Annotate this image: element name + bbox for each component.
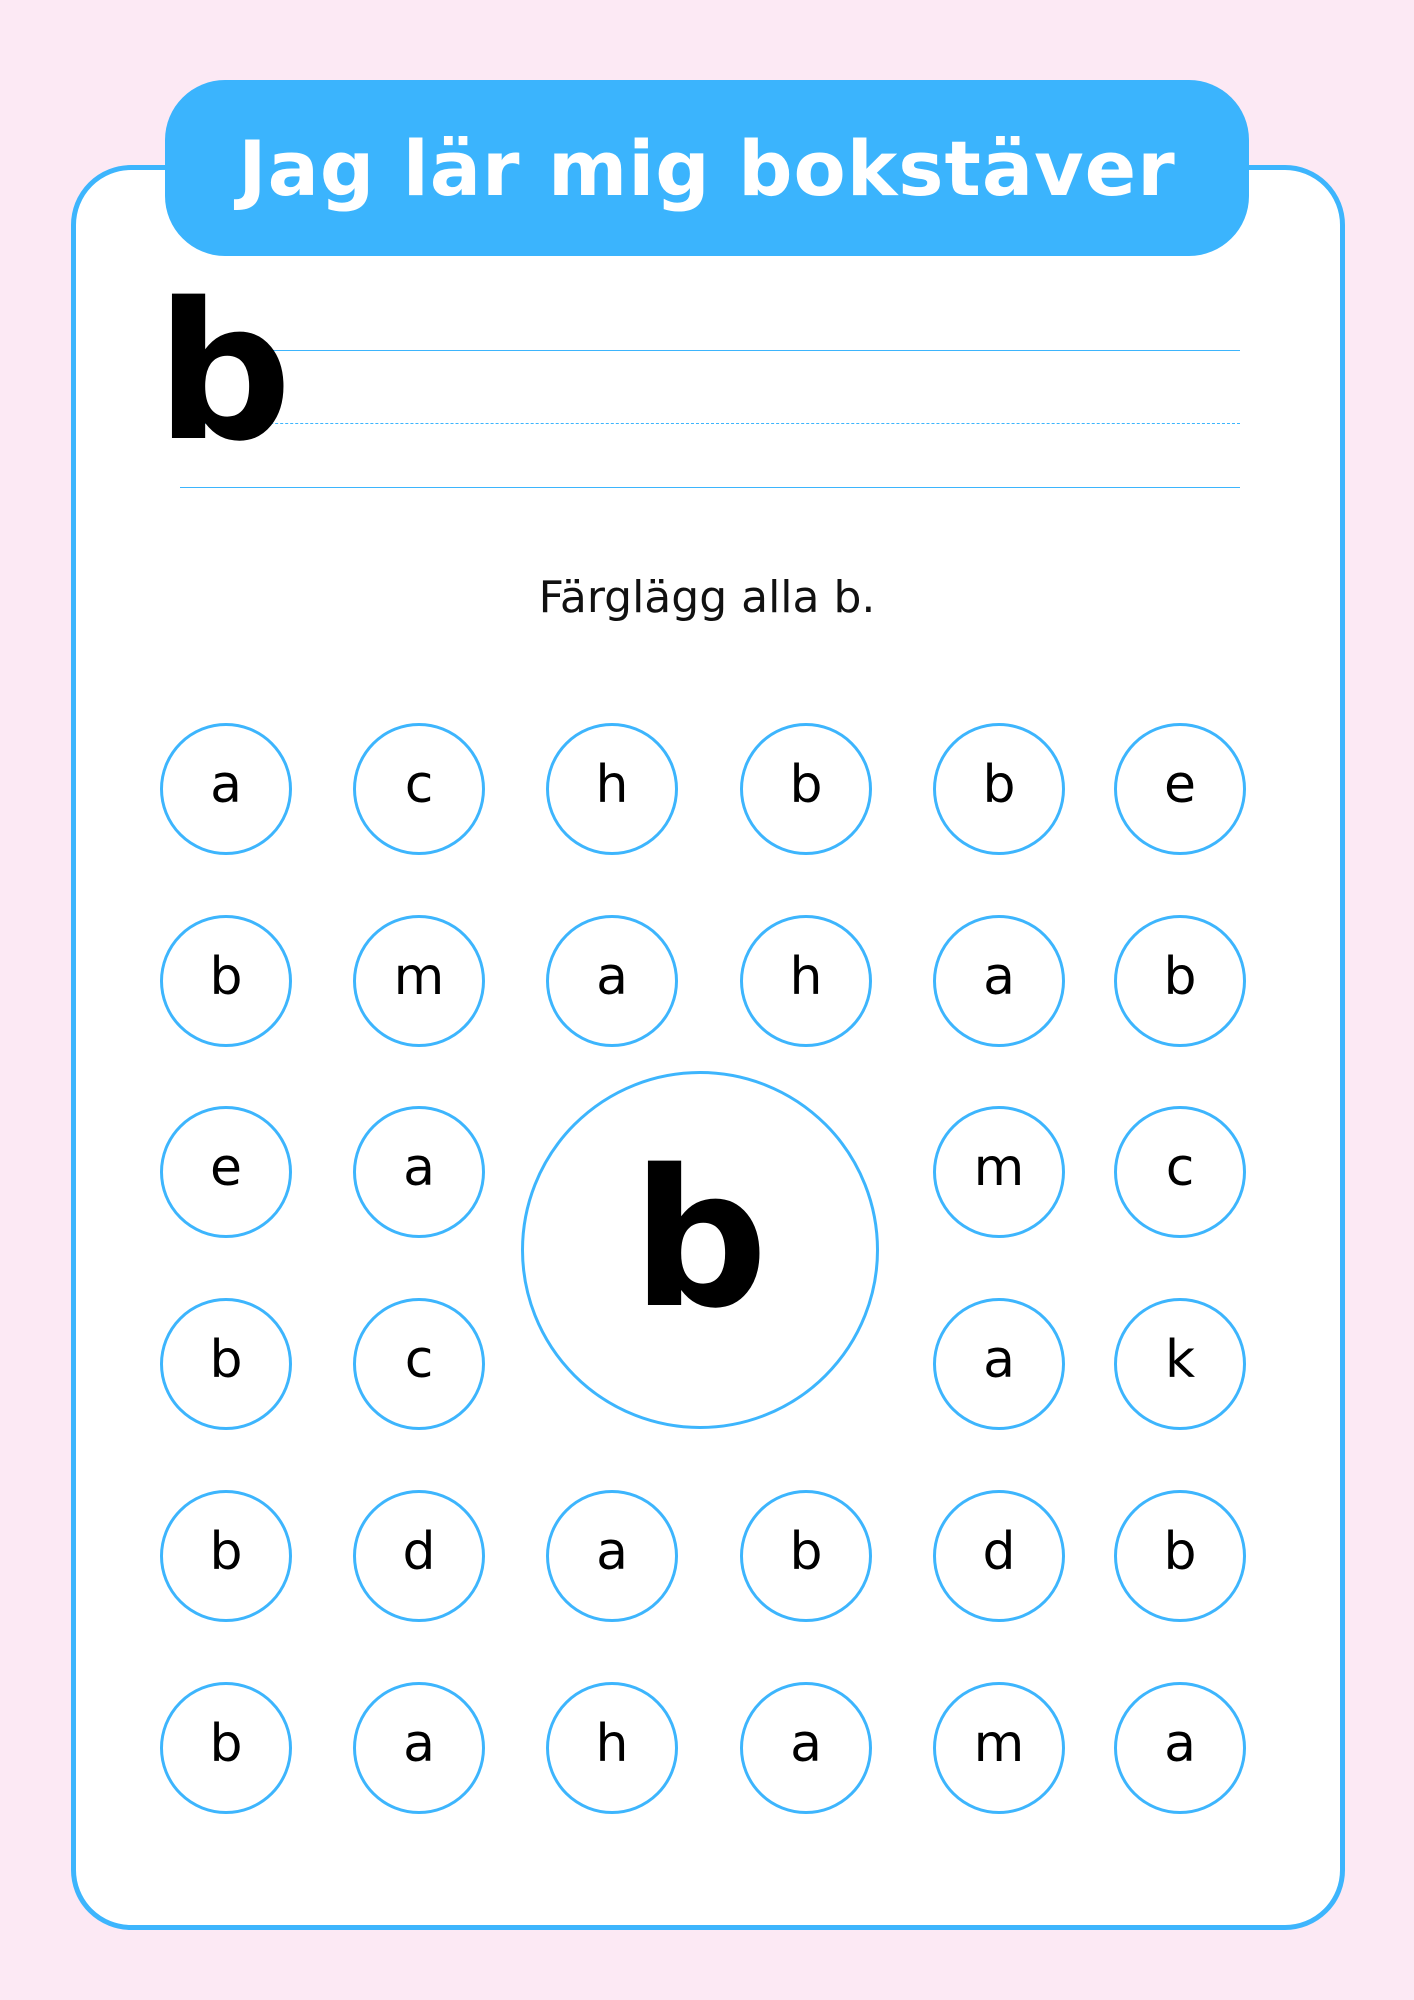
circle-letter: b: [209, 947, 243, 1007]
letter-circle[interactable]: [160, 1682, 292, 1814]
circle-letter: a: [403, 1714, 435, 1774]
letter-circle[interactable]: [160, 723, 292, 855]
letter-circle[interactable]: [740, 1490, 872, 1622]
guide-line-middle: [180, 423, 1240, 424]
center-letter-circle: [521, 1071, 879, 1429]
circle-letter: b: [209, 1714, 243, 1774]
letter-circle[interactable]: [933, 1106, 1065, 1238]
letter-circle[interactable]: [546, 915, 678, 1047]
circle-letter: a: [596, 1522, 628, 1582]
circle-letter: e: [210, 1138, 242, 1198]
circle-letter: a: [983, 1330, 1015, 1390]
guide-line-baseline: [180, 487, 1240, 488]
letter-circle[interactable]: [933, 1298, 1065, 1430]
circle-letter: a: [403, 1138, 435, 1198]
circle-letter: d: [402, 1522, 436, 1582]
circle-letter: e: [1164, 755, 1196, 815]
circle-letter: h: [789, 947, 823, 1007]
circle-letter: k: [1164, 1330, 1196, 1390]
circle-letter: b: [1163, 1522, 1197, 1582]
letter-circle[interactable]: [160, 1490, 292, 1622]
circle-letter: b: [789, 755, 823, 815]
letter-circle[interactable]: [353, 723, 485, 855]
circle-letter: h: [595, 755, 629, 815]
circle-letter: m: [973, 1714, 1025, 1774]
letter-circle[interactable]: [933, 1490, 1065, 1622]
letter-circle[interactable]: [160, 915, 292, 1047]
guide-line-top: [180, 350, 1240, 351]
letter-circle[interactable]: [353, 1106, 485, 1238]
practice-letter: b: [156, 262, 293, 483]
letter-circle[interactable]: [740, 915, 872, 1047]
letter-circle[interactable]: [546, 723, 678, 855]
letter-circle[interactable]: [546, 1490, 678, 1622]
circle-letter: a: [596, 947, 628, 1007]
circle-letter: b: [789, 1522, 823, 1582]
letter-circle[interactable]: [933, 1682, 1065, 1814]
letter-circle[interactable]: [160, 1298, 292, 1430]
letter-circle[interactable]: [740, 1682, 872, 1814]
circle-letter: a: [983, 947, 1015, 1007]
instruction-text: Färglägg alla b.: [538, 572, 876, 623]
circle-letter: h: [595, 1714, 629, 1774]
circle-letter: m: [973, 1138, 1025, 1198]
letter-circle[interactable]: [353, 1682, 485, 1814]
circle-letter: a: [210, 755, 242, 815]
letter-circle[interactable]: [1114, 1106, 1246, 1238]
letter-circle[interactable]: [933, 723, 1065, 855]
circle-letter: m: [393, 947, 445, 1007]
circle-letter: b: [209, 1330, 243, 1390]
letter-circle[interactable]: [1114, 1682, 1246, 1814]
letter-circle[interactable]: [1114, 723, 1246, 855]
circle-letter: b: [1163, 947, 1197, 1007]
letter-circle[interactable]: [353, 1298, 485, 1430]
circle-letter: b: [209, 1522, 243, 1582]
circle-letter: c: [404, 1330, 434, 1390]
letter-circle[interactable]: [740, 723, 872, 855]
letter-circle[interactable]: [546, 1682, 678, 1814]
page-title: Jag lär mig bokstäver: [238, 123, 1176, 213]
circle-letter: b: [982, 755, 1016, 815]
letter-circle[interactable]: [1114, 1298, 1246, 1430]
letter-circle[interactable]: [1114, 1490, 1246, 1622]
circle-letter: c: [404, 755, 434, 815]
circle-letter: a: [1164, 1714, 1196, 1774]
title-banner: [165, 80, 1249, 256]
letter-circle[interactable]: [933, 915, 1065, 1047]
letter-circle[interactable]: [1114, 915, 1246, 1047]
circle-letter: d: [982, 1522, 1016, 1582]
letter-circle[interactable]: [160, 1106, 292, 1238]
center-letter: b: [631, 1128, 768, 1350]
circle-letter: c: [1165, 1138, 1195, 1198]
letter-practice-area: [150, 262, 1240, 500]
letter-circle[interactable]: [353, 915, 485, 1047]
circle-letter: a: [790, 1714, 822, 1774]
letter-circle[interactable]: [353, 1490, 485, 1622]
